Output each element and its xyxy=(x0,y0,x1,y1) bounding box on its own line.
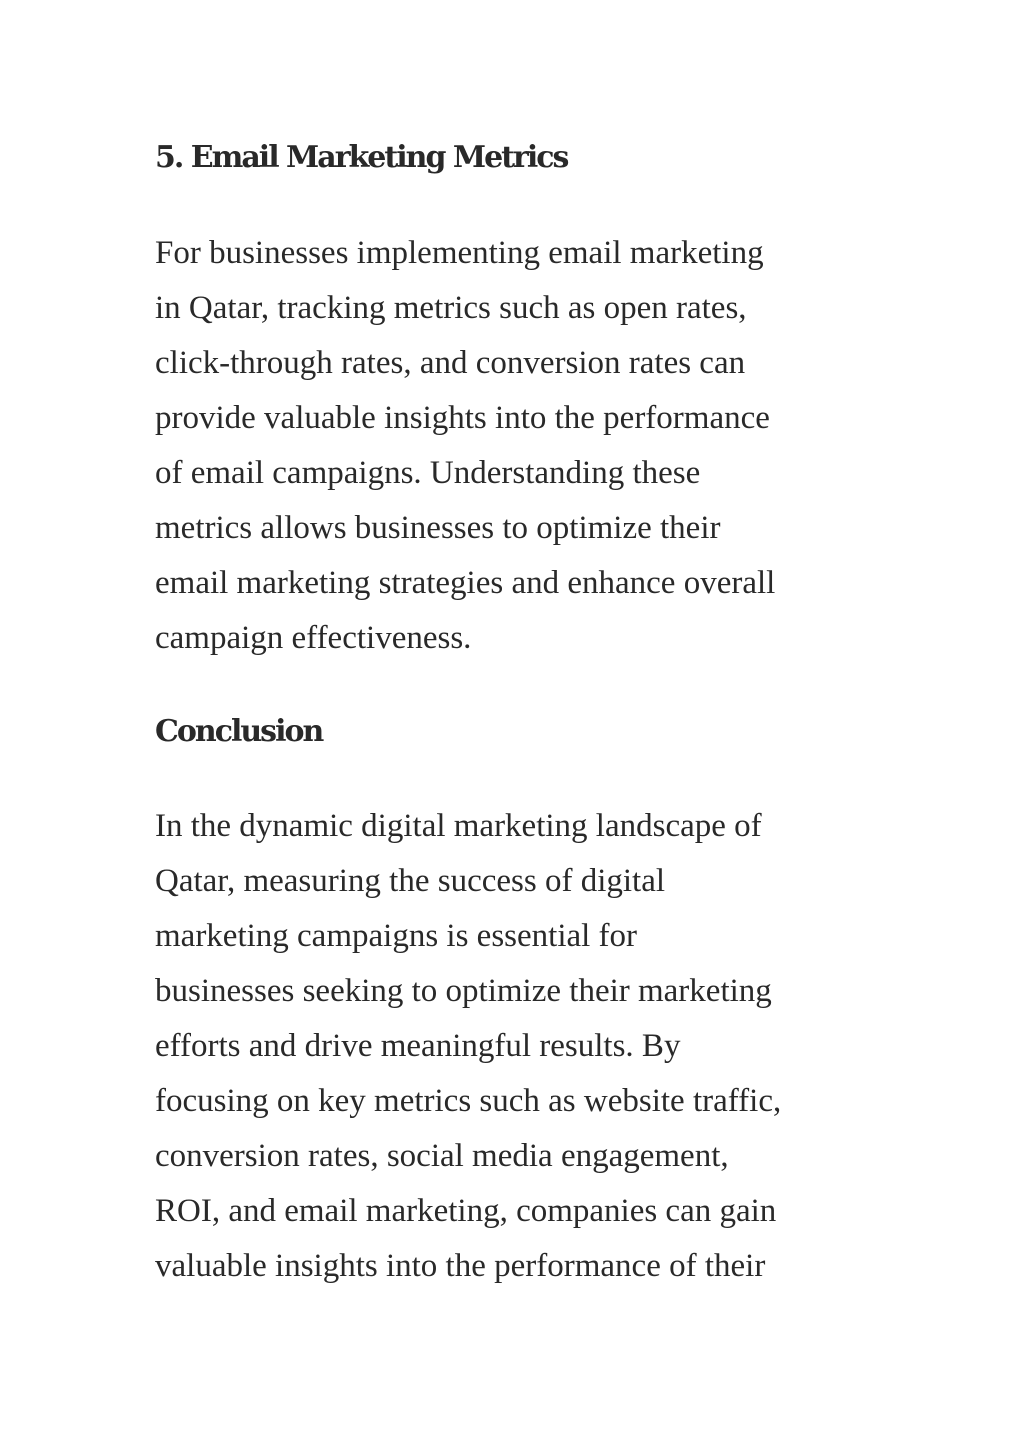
paragraph-line: ROI, and email marketing, companies can gain xyxy=(155,1193,777,1229)
paragraph-line: In the dynamic digital marketing landscape of xyxy=(155,808,762,844)
paragraph-line: provide valuable insights into the performance xyxy=(155,400,770,436)
paragraph-line: of email campaigns. Understanding these xyxy=(155,455,701,491)
email-metrics-paragraph xyxy=(155,226,895,666)
conclusion-paragraph xyxy=(155,799,895,1294)
paragraph-line: click-through rates, and conversion rates can xyxy=(155,345,746,381)
section-heading-conclusion: Conclusion xyxy=(155,714,323,749)
paragraph-line: metrics allows businesses to optimize their xyxy=(155,510,721,546)
paragraph-line: campaign effectiveness. xyxy=(155,620,472,656)
paragraph-line: valuable insights into the performance of their xyxy=(155,1248,766,1284)
paragraph-line: in Qatar, tracking metrics such as open rates, xyxy=(155,290,747,326)
paragraph-line: Qatar, measuring the success of digital xyxy=(155,863,666,899)
paragraph-line: focusing on key metrics such as website traffic, xyxy=(155,1083,782,1119)
paragraph-line: marketing campaigns is essential for xyxy=(155,918,638,954)
paragraph-line: efforts and drive meaningful results. By xyxy=(155,1028,681,1064)
paragraph-line: businesses seeking to optimize their marketing xyxy=(155,973,772,1009)
section-heading-email-metrics: 5. Email Marketing Metrics xyxy=(155,140,568,175)
paragraph-line: email marketing strategies and enhance overall xyxy=(155,565,776,601)
paragraph-line: conversion rates, social media engagement, xyxy=(155,1138,729,1174)
paragraph-line: For businesses implementing email marketing xyxy=(155,235,764,271)
